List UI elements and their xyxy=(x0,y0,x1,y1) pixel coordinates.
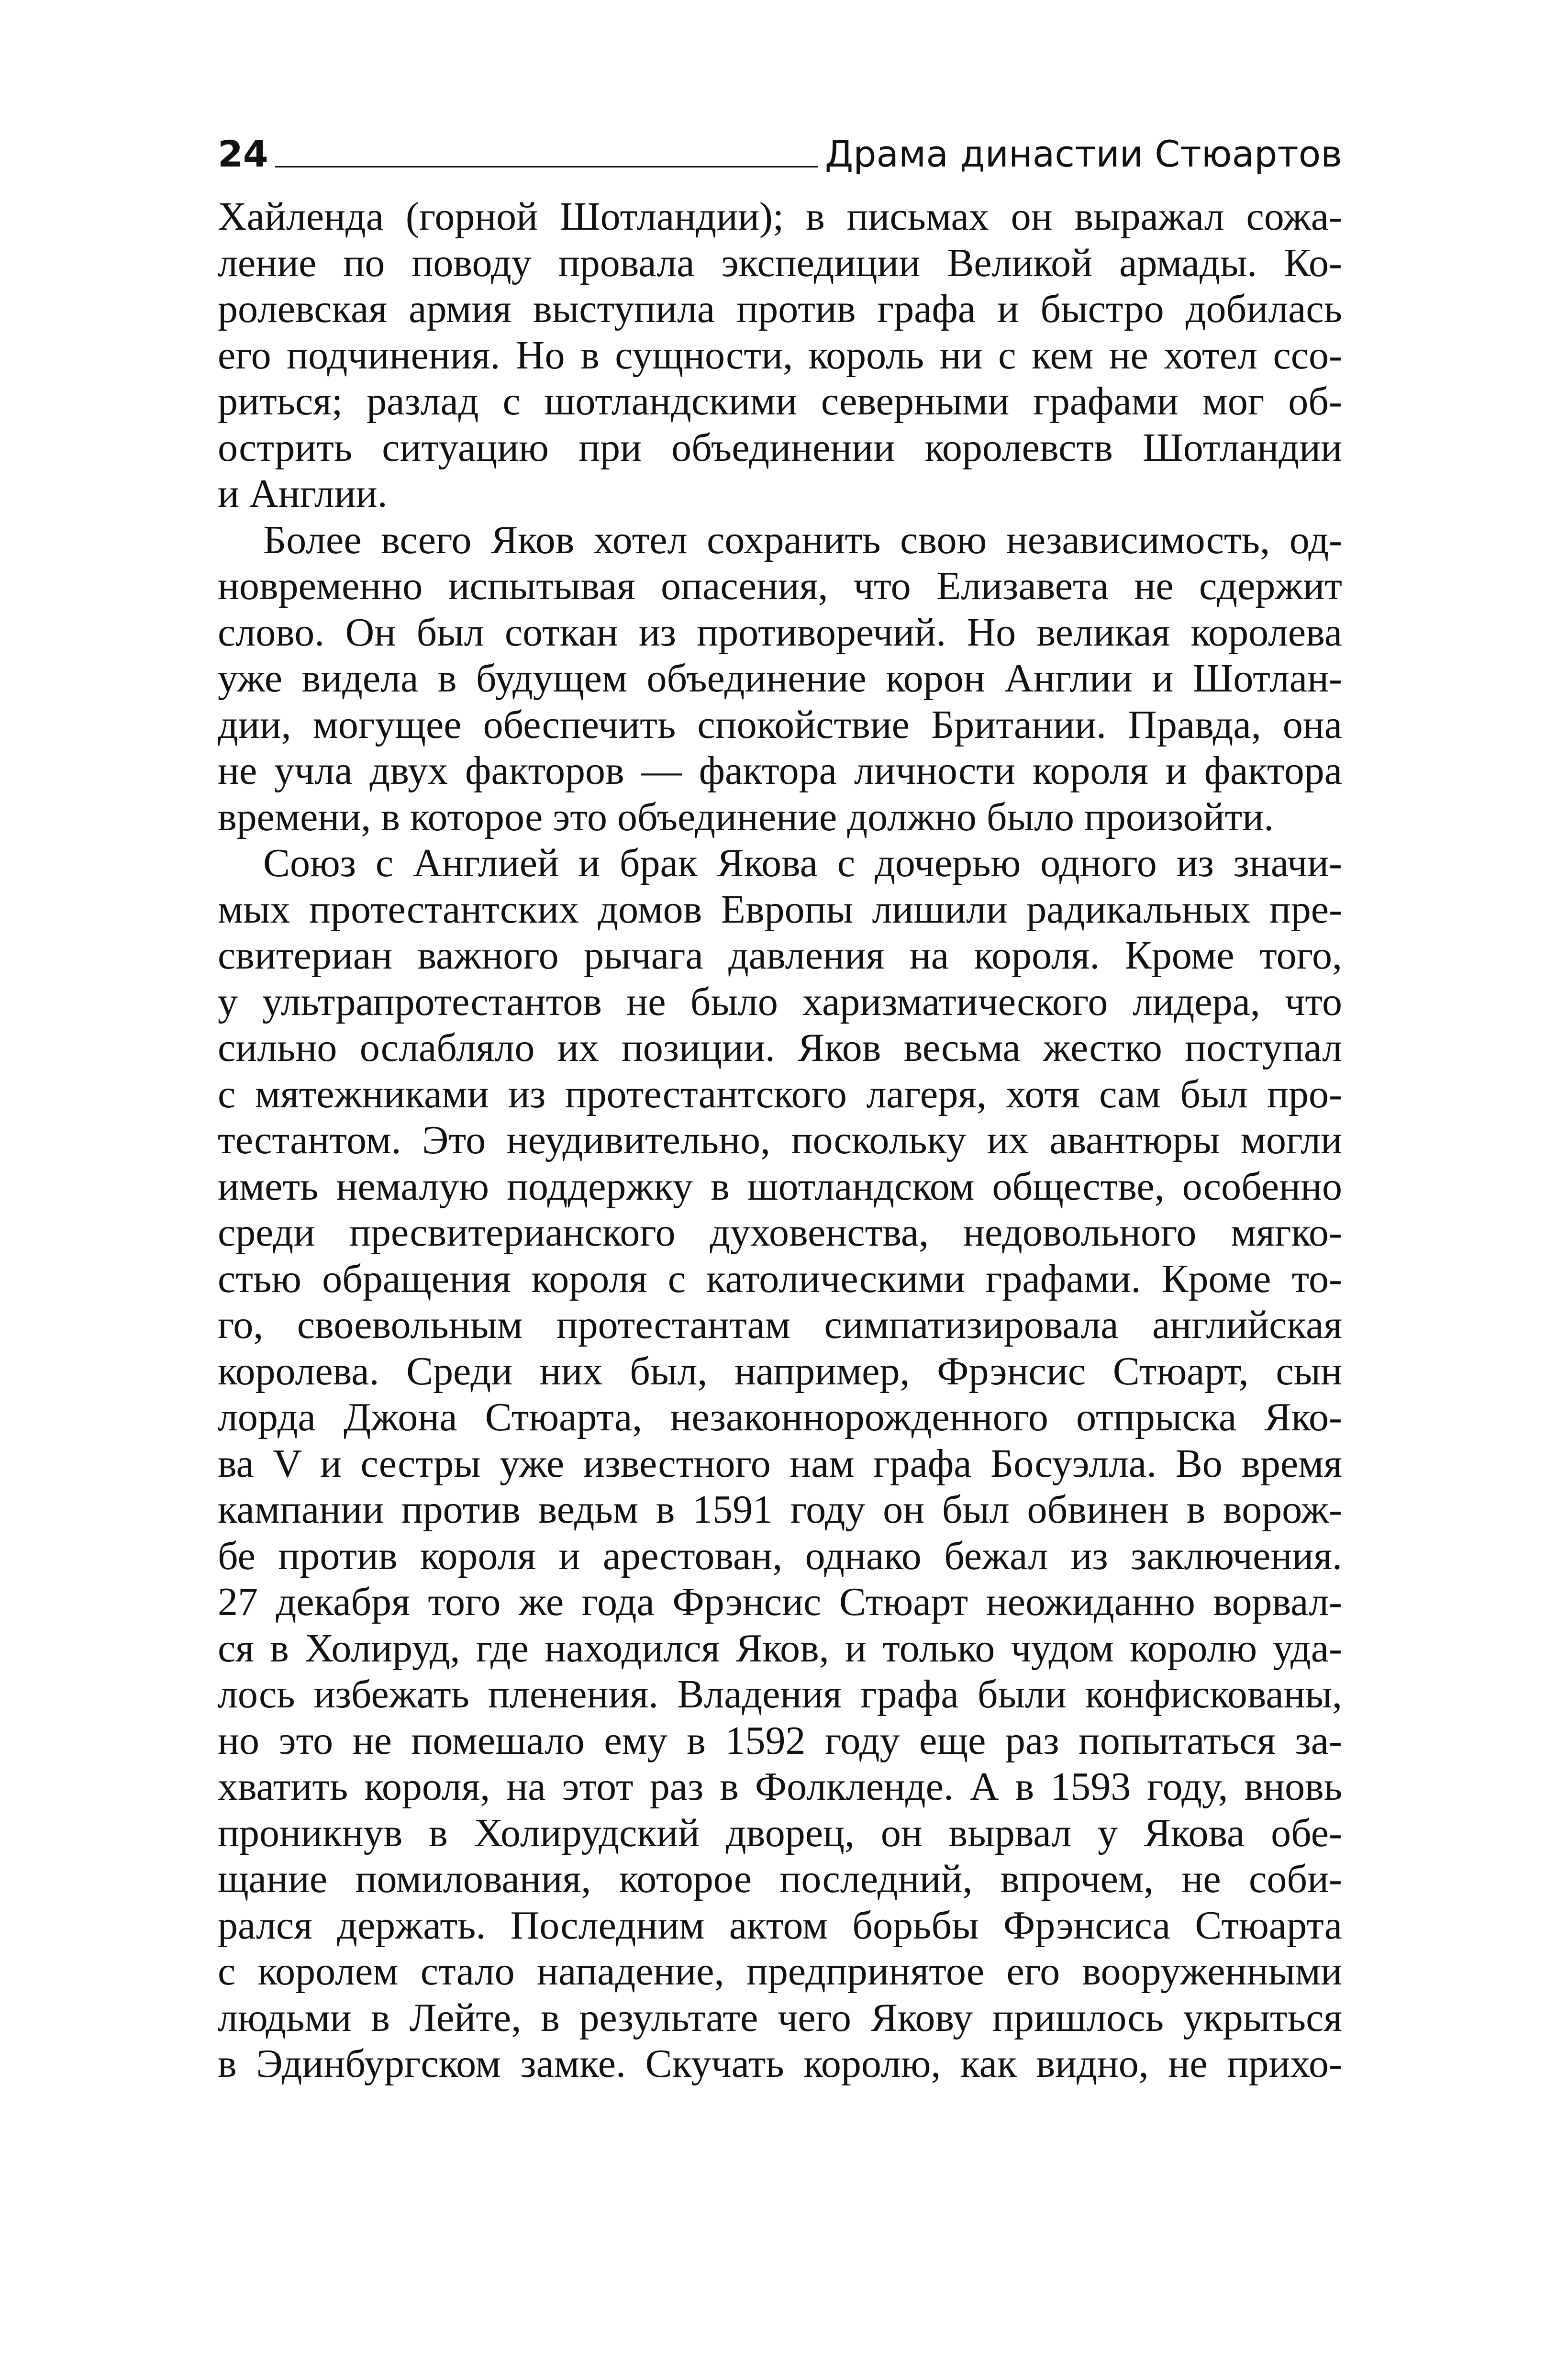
text-line: хватить короля, на этот раз в Фолкленде. А в 1593 году, вновь xyxy=(218,1764,1342,1809)
text-line: ся в Холируд, где находился Яков, и только чудом королю уда- xyxy=(218,1626,1342,1671)
text-line: стью обращения короля с католическими графами. Кроме то- xyxy=(218,1256,1342,1301)
text-line: проникнув в Холирудский дворец, он вырвал у Якова обе- xyxy=(218,1810,1342,1855)
text-line: свитериан важного рычага давления на короля. Кроме того, xyxy=(218,933,1342,978)
paragraph xyxy=(218,194,1342,517)
text-line: щание помилования, которое последний, впрочем, не соби- xyxy=(218,1857,1342,1901)
text-line: в Эдинбургском замке. Скучать королю, как видно, не прихо- xyxy=(218,2041,1342,2086)
text-line: рался держать. Последним актом борьбы Фрэнсиса Стюарта xyxy=(218,1903,1342,1948)
text-line: его подчинения. Но в сущности, король ни с кем не хотел ссо- xyxy=(218,333,1342,378)
text-line: дии, могущее обеспечить спокойствие Британии. Правда, она xyxy=(218,702,1342,747)
text-line: ролевская армия выступила против графа и быстро добилась xyxy=(218,287,1342,331)
page-number: 24 xyxy=(218,133,268,175)
text-line: но это не помешало ему в 1592 году еще раз попытаться за- xyxy=(218,1718,1342,1763)
text-line: королева. Среди них был, например, Фрэнсис Стюарт, сын xyxy=(218,1349,1342,1393)
text-line: среди пресвитерианского духовенства, недовольного мягко- xyxy=(218,1210,1342,1255)
text-line: не учла двух факторов — фактора личности короля и фактора xyxy=(218,748,1342,793)
text-line: бе против короля и арестован, однако бежал из заключения. xyxy=(218,1533,1342,1578)
text-line: ление по поводу провала экспедиции Великой армады. Ко- xyxy=(218,240,1342,285)
text-line: людьми в Лейте, в результате чего Якову пришлось укрыться xyxy=(218,1995,1342,2040)
text-line: времени, в которое это объединение должно было произойти. xyxy=(218,794,1274,839)
text-line: мых протестантских домов Европы лишили радикальных пре- xyxy=(218,887,1342,932)
text-line: и Англии. xyxy=(218,471,388,516)
body-text xyxy=(218,194,1342,2087)
running-header xyxy=(218,120,1342,175)
text-line: Союз с Англией и брак Якова с дочерью одного из значи- xyxy=(263,841,1342,885)
paragraph xyxy=(218,517,1342,841)
text-line: кампании против ведьм в 1591 году он был обвинен в ворож- xyxy=(218,1487,1342,1532)
text-line: у ультрапротестантов не было харизматического лидера, что xyxy=(218,979,1342,1024)
text-line: острить ситуацию при объединении королевств Шотландии xyxy=(218,425,1342,470)
text-line: 27 декабря того же года Фрэнсис Стюарт неожиданно ворвал- xyxy=(218,1580,1342,1624)
text-line: лось избежать пленения. Владения графа были конфискованы, xyxy=(218,1672,1342,1717)
text-line: Более всего Яков хотел сохранить свою независимость, од- xyxy=(263,517,1342,562)
text-line: сильно ослабляло их позиции. Яков весьма жестко поступал xyxy=(218,1025,1342,1070)
paragraph xyxy=(218,840,1342,2087)
text-line: с королем стало нападение, предпринятое его вооруженными xyxy=(218,1949,1342,1994)
text-line: ва V и сестры уже известного нам графа Босуэлла. Во время xyxy=(218,1441,1342,1486)
text-line: иметь немалую поддержку в шотландском обществе, особенно xyxy=(218,1164,1342,1209)
running-title: Драма династии Стюартов xyxy=(824,133,1342,175)
text-line: тестантом. Это неудивительно, поскольку их авантюры могли xyxy=(218,1118,1342,1162)
text-line: с мятежниками из протестантского лагеря, хотя сам был про- xyxy=(218,1071,1342,1116)
text-line: го, своевольным протестантам симпатизировала английская xyxy=(218,1303,1342,1347)
text-line: Хайленда (горной Шотландии); в письмах он выражал сожа- xyxy=(218,194,1342,239)
text-line: новременно испытывая опасения, что Елизавета не сдержит xyxy=(218,564,1342,608)
text-line: риться; разлад с шотландскими северными графами мог об- xyxy=(218,379,1342,424)
text-line: лорда Джона Стюарта, незаконнорожденного отпрыска Яко- xyxy=(218,1395,1342,1439)
text-line: слово. Он был соткан из противоречий. Но великая королева xyxy=(218,610,1342,655)
header-rule xyxy=(275,166,818,167)
text-line: уже видела в будущем объединение корон Англии и Шотлан- xyxy=(218,656,1342,701)
